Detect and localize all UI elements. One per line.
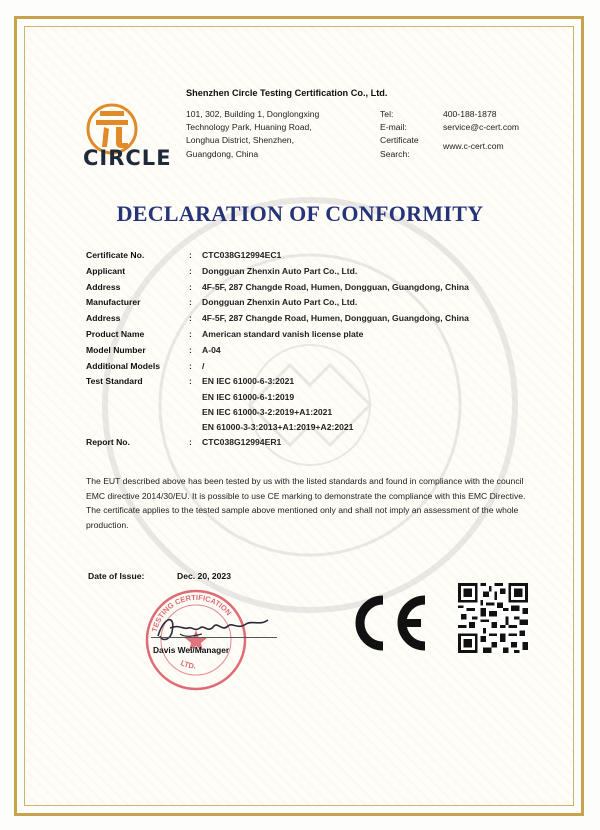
test-standard-value: EN IEC 61000-3-2:2019+A1:2021: [202, 406, 333, 417]
address-line: Guangdong, China: [186, 148, 259, 159]
signature-icon: [150, 606, 280, 650]
field-label: Product Name: [86, 328, 145, 339]
qr-code-icon: [458, 583, 528, 653]
report-label: Report No.: [86, 437, 130, 448]
date-of-issue-value: Dec. 20, 2023: [177, 571, 231, 581]
email-value: service@c-cert.com: [443, 122, 520, 133]
ce-mark-icon: [349, 594, 431, 652]
field-label: Address: [86, 313, 121, 324]
tel-label: Tel:: [380, 109, 394, 119]
document-title: DECLARATION OF CONFORMITY: [116, 201, 484, 226]
field-label: Model Number: [86, 344, 146, 355]
tel-value: 400-188-1878: [443, 109, 497, 119]
search-label-1: Certificate: [380, 135, 419, 146]
svg-text:TESTING CERTIFICATION: TESTING CERTIFICATION: [149, 592, 234, 634]
company-name: Shenzhen Circle Testing Certification Co., Ltd.: [186, 88, 388, 98]
signer-name: Davis Wei/Manager: [153, 645, 230, 655]
declaration-paragraph: The certificate applies to the tested sample above mentioned only and shall not imply an assessment of the whole production.: [86, 505, 519, 530]
date-of-issue-label: Date of Issue:: [88, 571, 145, 581]
declaration-text: [86, 474, 526, 532]
test-standard-label: Test Standard: [86, 376, 143, 387]
field-value: /: [202, 360, 205, 371]
declaration-paragraph: The EUT described above has been tested by us with the listed standards and found in compliance with the council EMC directive 2014/30/EU. It is possible to use CE marking to demonstrate the compliance with this EMC Directive.: [86, 476, 526, 501]
certificate-page: CIRCLE Shenzhen Circle Testing Certification Co., Ltd. 101, 302, Building 1, Donglongxing Technology Park, Huaning Road, Longhua District, Shenzhen, Guangdong, China Tel: E-mail: Certificate Search: 400-188-1878 service@c-cert.com www.c-cert.com DECLARATION OF CONFORMITY Certificate No. : CTC038G12994EC1 Applicant : Dongguan Zhenxin Auto Part Co., Ltd. Address : 4F-5F, 287 Changde Road, Humen, Dongguan, Guangdong, China Manufacturer : Dongguan Zhenxin Auto Part Co., Ltd. Address : 4F-5F, 287 Changde Road, Humen, Dongguan, Guangdong, China Product Name : American standard vanish license plate Model Number : A-04 Additional Models : / Test Standard : EN IEC 61000-6-3:2021 EN IEC 61000-6-1:2019 EN IEC 61000-3-2:2019+A1:2021 EN 61000-3-3:2013+A1:2019+A2:2021 Report No. : CTC038G12994ER1 The EUT described above has been tested by us with the listed standards and found in compliance with the council EMC directive 2014/30/EU. It is possible to use CE marking to demonstrate the compliance with this EMC Directive. The certificate applies to the tested sample above mentioned only and shall not imply an assessment of the whole production. Date of Issue: Dec. 20, 2023 TESTING CERTIFICATION LTD. Davis Wei/Manager: [0, 0, 600, 830]
field-value: American standard vanish license plate: [202, 328, 364, 339]
test-standard-value: EN IEC 61000-6-1:2019: [202, 391, 295, 402]
field-label: Address: [86, 281, 121, 292]
logo-wordmark: CIRCLE: [83, 146, 172, 170]
test-standard-value: EN IEC 61000-6-3:2021: [202, 376, 295, 387]
search-label-2: Search:: [380, 148, 410, 159]
svg-text:LTD.: LTD.: [179, 658, 196, 671]
test-standard-value: EN 61000-3-3:2013+A1:2019+A2:2021: [202, 421, 354, 432]
field-label: Additional Models: [86, 360, 160, 371]
field-value: Dongguan Zhenxin Auto Part Co., Ltd.: [202, 265, 358, 276]
field-value: CTC038G12994EC1: [202, 250, 282, 260]
address-line: Longhua District, Shenzhen,: [186, 135, 294, 146]
search-value: www.c-cert.com: [443, 141, 504, 152]
field-value: Dongguan Zhenxin Auto Part Co., Ltd.: [202, 297, 358, 308]
field-label: Applicant: [86, 265, 126, 276]
contact-values: [443, 108, 519, 154]
company-address: [186, 108, 319, 161]
field-value: A-04: [202, 344, 221, 355]
address-line: Technology Park, Huaning Road,: [186, 122, 312, 133]
field-label: Manufacturer: [86, 297, 141, 308]
email-label: E-mail:: [380, 122, 407, 133]
field-value: 4F-5F, 287 Changde Road, Humen, Dongguan, Guangdong, China: [202, 281, 469, 292]
signature-line: [151, 637, 277, 638]
contact-labels: [380, 108, 419, 161]
field-label: Certificate No.: [86, 250, 145, 260]
report-value: CTC038G12994ER1: [202, 437, 282, 448]
field-value: 4F-5F, 287 Changde Road, Humen, Dongguan, Guangdong, China: [202, 313, 469, 324]
address-line: 101, 302, Building 1, Donglongxing: [186, 109, 320, 119]
